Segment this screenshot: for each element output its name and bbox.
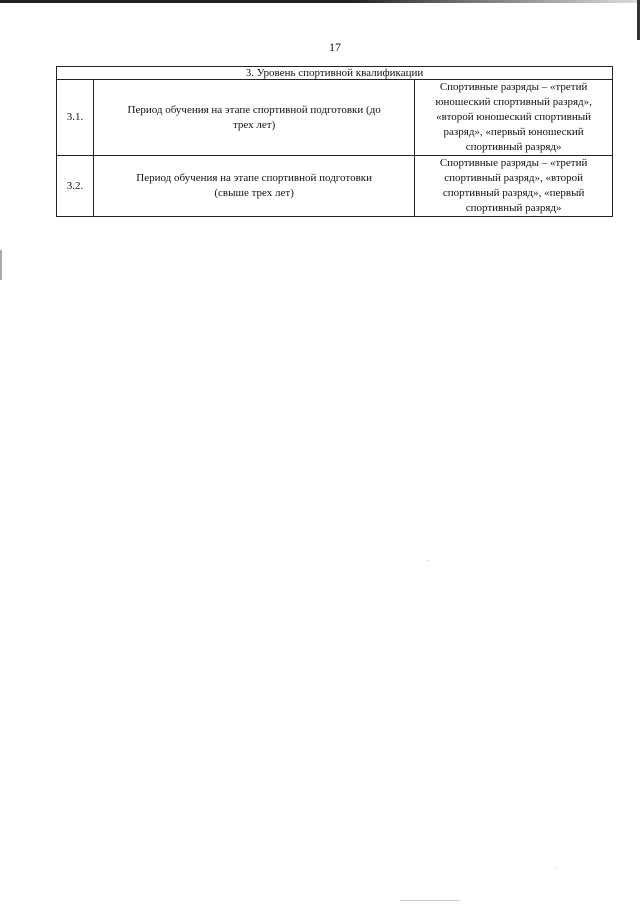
scan-speck bbox=[428, 560, 429, 561]
scan-edge-top bbox=[0, 0, 640, 3]
scan-edge-left bbox=[0, 250, 2, 280]
period-cell: Период обучения на этапе спортивной подготовки (до трех лет) bbox=[94, 80, 415, 156]
row-number: 3.2. bbox=[57, 156, 94, 217]
table-section-header-row bbox=[57, 67, 613, 80]
page-number: 17 bbox=[329, 40, 341, 54]
table-row bbox=[57, 156, 613, 217]
sport-rank-cell: Спортивные разряды – «третий юношеский спортивный разряд», «второй юношеский спортивный разряд», «первый юношеский спортивный разряд» bbox=[415, 80, 613, 156]
section-header-cell: 3. Уровень спортивной квалификации bbox=[57, 67, 613, 80]
sport-rank-cell: Спортивные разряды – «третий спортивный разряд», «второй спортивный разряд», «первый спортивный разряд» bbox=[415, 156, 613, 217]
period-cell: Период обучения на этапе спортивной подготовки (свыше трех лет) bbox=[94, 156, 415, 217]
scan-speck bbox=[400, 900, 460, 901]
table-row bbox=[57, 80, 613, 156]
qualification-table bbox=[56, 66, 613, 217]
row-number: 3.1. bbox=[57, 80, 94, 156]
scan-speck bbox=[555, 868, 556, 869]
